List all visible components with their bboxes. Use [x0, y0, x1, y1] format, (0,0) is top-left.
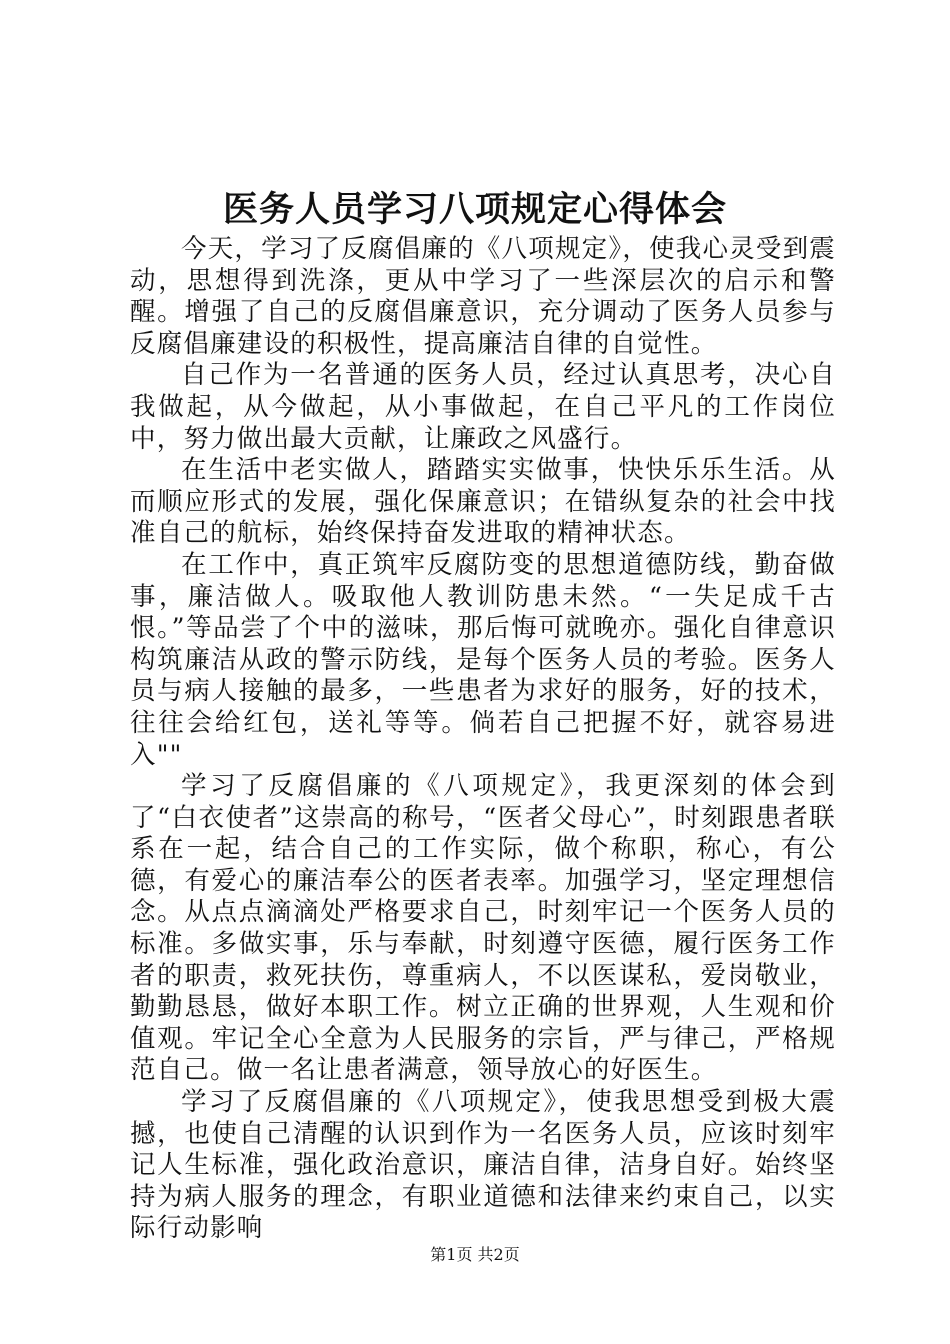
paragraph-4: 在工作中，真正筑牢反腐防变的思想道德防线，勤奋做事，廉洁做人。吸取他人教训防患未然。“一失足成千古恨。”等品尝了个中的滋味，那后悔可就晚亦。强化自律意识构筑廉洁从政的警示防线，是每个医务人员的考验。医务人员与病人接触的最多，一些患者为求好的服务，好的技术，往往会给红包，送礼等等。倘若自己把握不好，就容易进入""	[130, 549, 836, 770]
paragraph-3: 在生活中老实做人，踏踏实实做事，快快乐乐生活。从而顺应形式的发展，强化保廉意识；在错纵复杂的社会中找准自己的航标，始终保持奋发进取的精神状态。	[130, 455, 836, 549]
paragraph-2: 自己作为一名普通的医务人员，经过认真思考，决心自我做起，从今做起，从小事做起，在自己平凡的工作岗位中，努力做出最大贡献，让廉政之风盛行。	[130, 360, 836, 454]
paragraph-6: 学习了反腐倡廉的《八项规定》，使我思想受到极大震撼，也使自己清醒的认识到作为一名医务人员，应该时刻牢记人生标准，强化政治意识，廉洁自律，洁身自好。始终坚持为病人服务的理念，有职业道德和法律来约束自己，以实际行动影响	[130, 1087, 836, 1244]
paragraph-1: 今天，学习了反腐倡廉的《八项规定》，使我心灵受到震动，思想得到洗涤，更从中学习了一些深层次的启示和警醒。增强了自己的反腐倡廉意识，充分调动了医务人员参与反腐倡廉建设的积极性，提高廉洁自律的自觉性。	[130, 234, 836, 359]
document-title: 医务人员学习八项规定心得体会	[222, 189, 727, 230]
document-body	[130, 234, 836, 1245]
paragraph-5: 学习了反腐倡廉的《八项规定》，我更深刻的体会到了“白衣使者”这崇高的称号，“医者父母心”，时刻跟患者联系在一起，结合自己的工作实际，做个称职，称心，有公德，有爱心的廉洁奉公的医者表率。加强学习，坚定理想信念。从点点滴滴处严格要求自己，时刻牢记一个医务人员的标准。多做实事，乐与奉献，时刻遵守医德，履行医务工作者的职责，救死扶伤，尊重病人，不以医谋私，爱岗敬业，勤勤恳恳，做好本职工作。树立正确的世界观，人生观和价值观。牢记全心全意为人民服务的宗旨，严与律己，严格规范自己。做一名让患者满意，领导放心的好医生。	[130, 771, 836, 1086]
page-number-footer: 第1页 共2页	[430, 1245, 520, 1264]
